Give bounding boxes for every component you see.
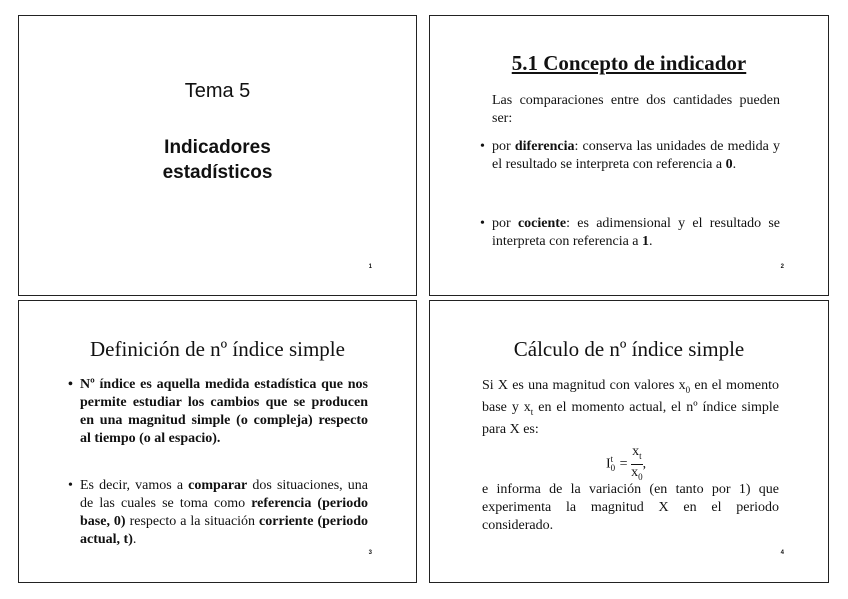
formula-equals: = <box>616 456 632 472</box>
slide-2 <box>429 15 829 296</box>
text: : conserva las unidades de medida y el resultado se interpreta con referencia a <box>492 139 780 172</box>
slide-4-page-number: 4 <box>780 550 784 556</box>
formula-comma: , <box>642 456 647 472</box>
formula-sub: 0 <box>610 463 616 474</box>
slide-3-heading: Definición de nº índice simple <box>90 337 345 361</box>
slide-1 <box>18 15 417 296</box>
index-formula <box>606 444 726 480</box>
slide-2-bullet-1 <box>480 138 780 174</box>
text: . <box>732 157 737 172</box>
text: . <box>649 234 653 249</box>
bold-term: comparar <box>188 478 248 493</box>
subscript: t <box>530 406 534 417</box>
slide-2-intro: Las comparaciones entre dos cantidades pueden ser: <box>492 93 780 126</box>
slide-4 <box>429 300 829 583</box>
bullet-icon: • <box>480 216 485 231</box>
slide-1-title-line1: Indicadores <box>164 137 271 158</box>
text: : es adimensional y el resultado se interpreta con referencia a <box>492 216 780 249</box>
text: por <box>492 216 518 231</box>
slide-1-title-line2: estadísticos <box>162 162 273 183</box>
text: por <box>492 139 515 154</box>
slide-4-paragraph-1 <box>482 377 779 439</box>
slide-1-tema: Tema 5 <box>184 80 251 102</box>
slide-2-bullet-2 <box>480 215 780 251</box>
formula-I: I <box>606 456 611 472</box>
text: Es decir, vamos a <box>80 478 189 493</box>
slide-3 <box>18 300 417 583</box>
formula-denominator: x <box>631 464 639 480</box>
slide-2-page-number: 2 <box>780 264 784 270</box>
bullet-icon: • <box>68 478 73 493</box>
slide-1-page-number: 1 <box>368 264 372 270</box>
slide-3-bullet-2 <box>68 477 368 549</box>
slide-3-bullet-1 <box>68 376 368 448</box>
formula-sup: t <box>610 454 614 465</box>
text: en el momento base y x <box>482 378 780 415</box>
subscript: 0 <box>685 384 691 395</box>
formula-numerator: x <box>632 444 640 459</box>
slide-1-title <box>19 135 416 185</box>
bold-term: diferencia <box>514 139 575 154</box>
bold-ref: 0 <box>725 157 733 172</box>
text: respecto a la situación <box>125 514 260 529</box>
slide-2-heading: 5.1 Concepto de indicador <box>511 51 747 75</box>
bold-term: corriente (periodo actual, t) <box>80 514 368 547</box>
bullet-icon: • <box>480 139 485 154</box>
formula-num-sub: t <box>639 450 642 461</box>
bold-term: referencia (periodo base, 0) <box>80 496 368 529</box>
text: . <box>132 532 137 547</box>
slide-3-page-number: 3 <box>368 550 372 556</box>
text: Nº índice es aquella medida estadística que nos permite estudiar los cambios que se producen en una magnitud simple (o compleja) respecto al tiempo (o al espacio). <box>80 377 368 446</box>
bold-term: cociente <box>517 216 567 231</box>
slide-4-paragraph-2: e informa de la variación (en tanto por 1) que experimenta la magnitud X en el periodo considerado. <box>482 482 779 533</box>
formula-den-sub: 0 <box>638 471 643 482</box>
bold-ref: 1 <box>642 234 650 249</box>
bullet-icon: • <box>68 377 73 392</box>
text: dos situaciones, una de las cuales se toma como <box>80 478 368 511</box>
text: en el momento actual, el nº índice simple para X es: <box>482 399 779 437</box>
slide-4-heading: Cálculo de nº índice simple <box>513 337 745 361</box>
formula-fraction <box>631 444 643 485</box>
text: Si X es una magnitud con valores x <box>482 378 686 393</box>
